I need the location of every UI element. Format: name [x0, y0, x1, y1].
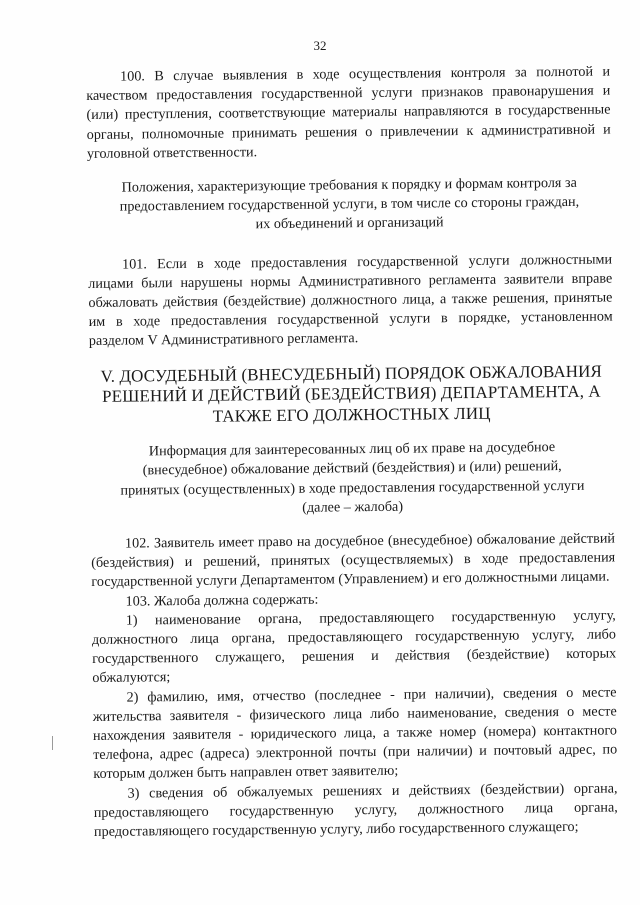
- paragraph-103: 103. Жалоба должна содержать:: [125, 591, 319, 610]
- page-content: [86, 63, 618, 843]
- chapter-title-v: V. ДОСУДЕБНЫЙ (ВНЕСУДЕБНЫЙ) ПОРЯДОК ОБЖАЛОВАНИЯ РЕШЕНИЙ И ДЕЙСТВИЙ (БЕЗДЕЙСТВИЯ) ДЕПАРТАМЕНТА, А ТАКЖЕ ЕГО ДОЛЖНОСТНЫХ ЛИЦ: [100, 361, 603, 426]
- paragraph-100: 100. В случае выявления в ходе осуществления контроля за полнотой и качеством предоставления государственной услуги признаков правонарушения и (или) преступления, соответствующие материалы направляются в государственные органы, полномочные принимать решения о привлечении к административной и уголовной ответственности.: [86, 63, 611, 162]
- section-subheading-appeal: Информация для заинтересованных лиц об их праве на досудебное (внесудебное) обжалование действий (бездействия) и (или) решений, принятых (осуществленных) в ходе предоставления государственной услуги (далее – жалоба): [120, 439, 585, 516]
- list-item-2: 2) фамилию, имя, отчество (последнее - при наличии), сведения о месте жительства заявителя - физического лица либо наименование, сведения о месте нахождения заявителя - юридического лица, а также номер (номера) контактного телефона, адрес (адреса) электронной почты (при наличии) и почтовый адрес, по которым должен быть направлен ответ заявителю;: [92, 684, 618, 783]
- list-item-1: 1) наименование органа, предоставляющего государственную услугу, должностного лица органа, предоставляющего государственную услугу, либо государственного служащего, решения и действия (бездействие) которых обжалуются;: [91, 607, 617, 687]
- paragraph-102: 102. Заявитель имеет право на досудебное (внесудебное) обжалование действий (бездействия) и решений, принятых (осуществляемых) в ходе предоставления государственной услуги Департаментом (Управлением) и его должностными лицами.: [91, 530, 616, 591]
- page-number: 32: [313, 38, 327, 53]
- list-item-3: 3) сведения об обжалуемых решениях и действиях (бездействии) органа, предоставляющего государственную услугу, должностного лица органа, предоставляющего государственную услугу, либо государственного служащего;: [93, 780, 618, 840]
- paragraph-101: 101. Если в ходе предоставления государственной услуги должностными лицами были нарушены нормы Административного регламента заявители вправе обжаловать действия (бездействие) должностного лица, а также решения, принятые им в ходе предоставления государственной услуги в порядке, установленном разделом V Административного регламента.: [88, 251, 613, 350]
- scan-margin-mark: [52, 736, 53, 750]
- section-subheading-control: Положения, характеризующие требования к порядку и формам контроля за предоставлением государственной услуги, в том числе со стороны граждан, их объединений и организаций: [119, 174, 580, 233]
